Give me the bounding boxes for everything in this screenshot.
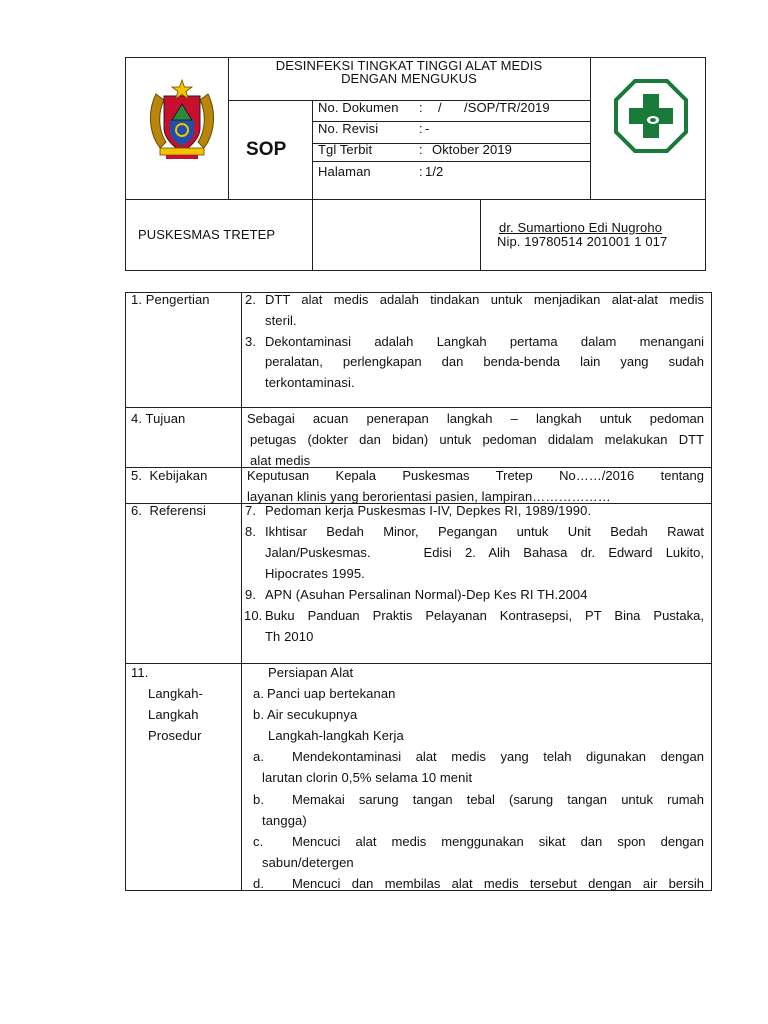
list-number: 9. <box>245 587 257 602</box>
meta-value-halaman: 1/2 <box>425 164 444 179</box>
meta-value-no-dokumen: / /SOP/TR/2019 <box>438 100 550 115</box>
referensi-line: APN (Asuhan Persalinan Normal)-Dep Kes RI TH.2004 <box>265 587 588 602</box>
list-letter: b. <box>253 792 265 807</box>
document-title-line2: DENGAN MENGUKUS <box>341 71 477 86</box>
meta-label-no-revisi: No. Revisi <box>318 121 379 136</box>
persiapan-item: Panci uap bertekanan <box>267 686 396 701</box>
organization-name: PUSKESMAS TRETEP <box>138 227 276 242</box>
document-title-line1: DESINFEKSI TINGKAT TINGGI ALAT MEDIS <box>275 58 543 73</box>
kebijakan-line: layanan klinis yang berorientasi pasien, lampiran……………… <box>247 489 611 504</box>
referensi-line: Jalan/Puskesmas. Edisi 2. Alih Bahasa dr. Edward Lukito, <box>265 545 704 560</box>
puskesmas-logo <box>613 78 689 154</box>
kerja-item-line: Memakai sarung tangan tebal (sarung tangan untuk rumah <box>292 792 704 807</box>
kebijakan-line: Keputusan Kepala Puskesmas Tretep No……/2016 tentang <box>247 468 704 483</box>
pengertian-line: Dekontaminasi adalah Langkah pertama dalam menangani <box>265 334 704 349</box>
kerja-item-line: sabun/detergen <box>262 855 354 870</box>
list-letter: a. <box>253 749 265 764</box>
list-letter: b. <box>253 707 265 722</box>
kerja-title: Langkah-langkah Kerja <box>268 728 404 743</box>
meta-sep: : <box>419 142 423 157</box>
section-label-langkah: Langkah- <box>148 686 204 701</box>
list-letter: a. <box>253 686 265 701</box>
signer-nip: Nip. 19780514 201001 1 017 <box>497 234 668 249</box>
pengertian-line: steril. <box>265 313 297 328</box>
meta-sep: : <box>419 164 423 179</box>
meta-label-tgl-terbit: Tgl Terbit <box>318 142 373 157</box>
referensi-line: Buku Panduan Praktis Pelayanan Kontrasepsi, PT Bina Pustaka, <box>265 608 704 623</box>
section-label-langkah: Langkah <box>148 707 199 722</box>
tujuan-line: petugas (dokter dan bidan) untuk pedoman didalam melakukan DTT <box>250 432 704 447</box>
meta-sep: : <box>419 121 423 136</box>
tujuan-line: Sebagai acuan penerapan langkah – langkah untuk pedoman <box>247 411 704 426</box>
list-number: 2. <box>245 292 257 307</box>
kerja-item-line: tangga) <box>262 813 307 828</box>
persiapan-title: Persiapan Alat <box>268 665 354 680</box>
meta-label-halaman: Halaman <box>318 164 371 179</box>
referensi-line: Pedoman kerja Puskesmas I-IV, Depkes RI, 1989/1990. <box>265 503 592 518</box>
kerja-item-line: larutan clorin 0,5% selama 10 menit <box>262 770 473 785</box>
pengertian-line: DTT alat medis adalah tindakan untuk menjadikan alat-alat medis <box>265 292 704 307</box>
tujuan-line: alat medis <box>250 453 311 468</box>
referensi-line: Hipocrates 1995. <box>265 566 365 581</box>
meta-value-no-revisi: - <box>425 121 430 136</box>
kerja-item-line: Mendekontaminasi alat medis yang telah digunakan dengan <box>292 749 704 764</box>
section-label-kebijakan: 5. Kebijakan <box>131 468 208 483</box>
referensi-line: Th 2010 <box>265 629 314 644</box>
section-label-pengertian: 1. Pengertian <box>131 292 210 307</box>
referensi-line: Ikhtisar Bedah Minor, Pegangan untuk Unit Bedah Rawat <box>265 524 704 539</box>
meta-value-tgl-terbit: Oktober 2019 <box>432 142 512 157</box>
list-number: 8. <box>245 524 257 539</box>
signer-name: dr. Sumartiono Edi Nugroho <box>499 220 663 235</box>
section-label-langkah: Prosedur <box>148 728 202 743</box>
list-number: 3. <box>245 334 257 349</box>
meta-label-no-dokumen: No. Dokumen <box>318 100 399 115</box>
kerja-item-line: Mencuci dan membilas alat medis tersebut dengan air bersih <box>292 876 704 891</box>
pengertian-line: peralatan, perlengkapan dan benda-benda lain yang sudah <box>265 354 704 369</box>
section-label-langkah-num: 11. <box>131 665 149 680</box>
persiapan-item: Air secukupnya <box>267 707 358 722</box>
pengertian-line: terkontaminasi. <box>265 375 355 390</box>
regency-emblem-logo <box>146 76 218 160</box>
section-label-tujuan: 4. Tujuan <box>131 411 186 426</box>
list-letter: c. <box>253 834 264 849</box>
kerja-item-line: Mencuci alat medis menggunakan sikat dan spon dengan <box>292 834 704 849</box>
sop-label: SOP <box>246 139 287 160</box>
list-letter: d. <box>253 876 265 891</box>
list-number: 10. <box>244 608 263 623</box>
list-number: 7. <box>245 503 257 518</box>
section-label-referensi: 6. Referensi <box>131 503 207 518</box>
meta-sep: : <box>419 100 423 115</box>
